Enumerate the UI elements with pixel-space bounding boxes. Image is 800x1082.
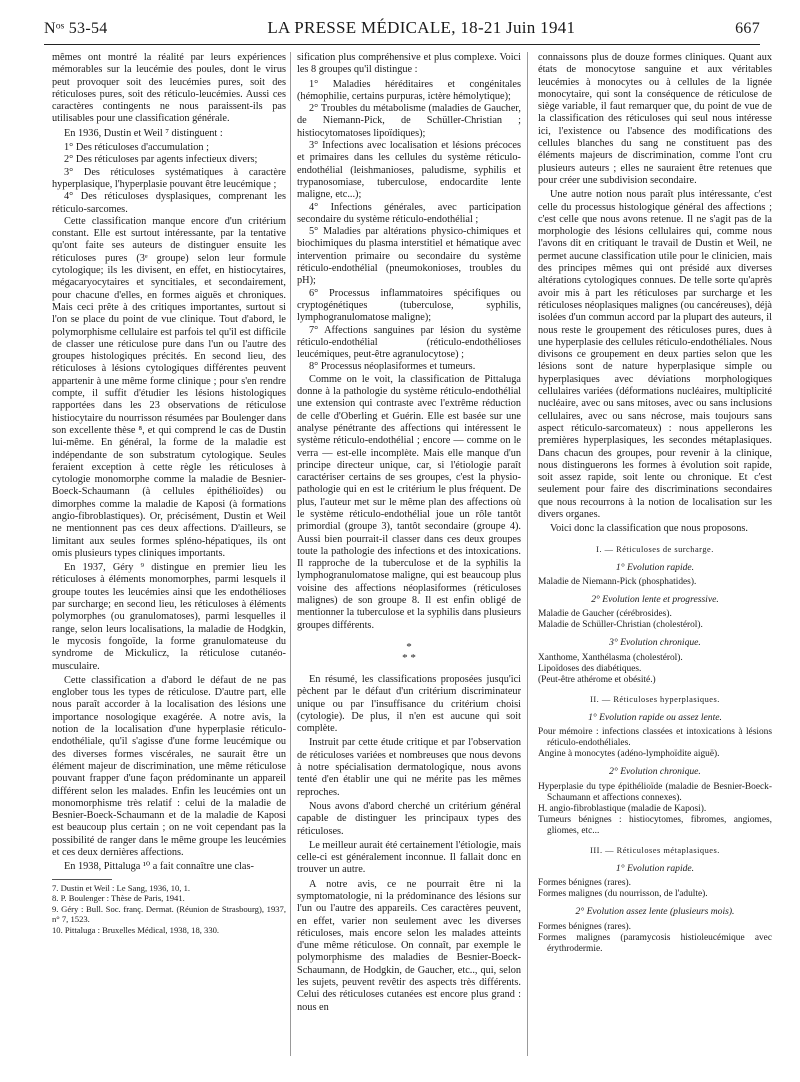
- issue-number: Nᵒˢ 53-54: [44, 20, 108, 37]
- column-middle: [290, 52, 528, 1056]
- paragraph: 4° Infections générales, avec participation secondaire du système réticulo-endothélial ;: [297, 201, 521, 225]
- paragraph: En 1936, Dustin et Weil ⁷ distinguent :: [64, 127, 223, 139]
- classification-table: [538, 544, 772, 955]
- running-header: [44, 18, 760, 42]
- paragraph: En 1938, Pittaluga ¹⁰ a fait connaître une clas-: [64, 861, 254, 873]
- paragraph: 1° Des réticuloses d'accumulation ;: [64, 142, 209, 154]
- paragraph: 3° Infections avec localisation et lésions précoces et primaires dans les cellules du système réticulo-endothélial (leishmanioses, paludisme, syphilis et trypanosomiase, tuberculose, endocardite lente maligne, etc...);: [297, 140, 521, 201]
- classification-entry: Maladie de Gaucher (cérébrosides).: [538, 609, 672, 620]
- evolution-subheading: 1° Evolution rapide.: [615, 862, 695, 874]
- classification-entry: Formes malignes (paramycosis histioleucémique avec érythrodermie.: [538, 932, 772, 954]
- journal-title: LA PRESSE MÉDICALE, 18-21 Juin 1941: [267, 18, 576, 37]
- paragraph: 6° Processus inflammatoires spécifiques ou cryptogénétiques (tuberculose, syphilis, lymphogranulomatose maligne);: [297, 287, 521, 324]
- classification-heading: II. — Réticuloses hyperplasiques.: [590, 694, 720, 704]
- evolution-subheading: 1° Evolution rapide.: [615, 561, 695, 573]
- classification-entry: Xanthome, Xanthélasma (cholestérol).: [538, 652, 683, 663]
- classification-entry: Formes malignes (du nourrisson, de l'adulte).: [538, 889, 708, 900]
- classification-entry: Pour mémoire : infections classées et intoxications à lésions réticulo-endothéliales.: [538, 727, 772, 749]
- evolution-subheading: 3° Evolution chronique.: [609, 637, 701, 649]
- paragraph: 1° Maladies héréditaires et congénitales (hémophilie, certains purpuras, ictère hémolytique);: [297, 78, 521, 102]
- classification-entry: (Peut-être athérome et obésité.): [538, 674, 656, 685]
- classification-entry: Hyperplasie du type épithélioïde (maladie de Besnier-Boeck-Schaumann et affections connexes).: [538, 781, 772, 803]
- paragraph: Le meilleur aurait été certainement l'étiologie, mais celle-ci est généralement inconnue. Il fallait donc en trouver un autre.: [297, 839, 521, 876]
- paragraph: 5° Maladies par altérations physico-chimiques et biochimiques du plasma interstitiel et hématique avec intervention primaire ou secondaire du système réticulo-endothélial (pneumokonioses, troubles du pH);: [297, 226, 521, 287]
- paragraph: 8° Processus néoplasiformes et tumeurs.: [309, 361, 476, 373]
- paragraph: Comme on le voit, la classification de Pittaluga donne à la pathologie du système réticulo-endothélial une extension qui contraste avec l'extrême réduction de celle d'Oberling et Guérin. Elle est basée sur une analyse pénétrante des affections qui intéressent le système réticulo-endothélial ; encore — comme on le verra — est-elle incomplète. Mais elle manque d'un principe directeur unique, car, si l'étiologie paraît caractériser certains de ses groupes, c'est la physio-pathologie qui en est le critérium le plus fréquent. De plus, l'auteur met sur le même plan des affections où le système réticulo-endothélial joue un rôle tantôt primordial (groupe 3), tantôt secondaire (groupe 4). Aussi bien pourrait-il classer dans ces deux groupes toute la pathologie des infections et des intoxications. Il rapproche de la tuberculose et de la syphilis la lymphogranulomatose maligne, qui est beaucoup plus voisine des affections néoplasiformes (réticuloses malignes) de son groupe 8. Il est enfin obligé de mentionner la tuberculose et la syphilis dans plusieurs groupes différents.: [297, 373, 521, 631]
- classification-entry: Formes bénignes (rares).: [538, 878, 631, 889]
- paragraph: Une autre notion nous paraît plus intéressante, c'est celle du processus histologique général des affections ; c'est celle que nous avons retenue. Il ne s'agit pas de la morphologie des lésions cellulaires qui, comme nous l'avons dit en critiquant le travail de Dustin et Weil, ne permet aucune classification utile pour le clinicien, mais des principes mêmes qui ont présidé aux diverses altérations cytologiques connues. De telle sorte qu'après avoir mis à part les réticuloses par surcharge et les réticuloses néoplasiques malignes (ou cancéreuses), déjà isolées d'un commun accord par la plupart des auteurs, il nous reste le groupement des réticuloses pures, dues à une hyperplasie des cellules réticulo-endothéliales. Nous divisons ce groupement en deux parties selon que les lésions sont de nature hyperplasique simple ou hyperplasiques avec déviations morphologiques cellulaires variées (déformations nucléaires, multiplicité nucléaire, avec ou sans mitoses, avec ou sans inclusions cellulaires, avec ou sans nécrose, mais toujours sans aspect réticulo-sarcomateux) : nous appellerons les premières hyperplasiques, les secondes métaplasiques. Dans chacun des groupes, pour revenir à la clinique, nous distinguerons les formes à évolution soit rapide, soit assez rapide, soit lente ou chronique. Et c'est seulement pour faire des discriminations secondaires que nous recourrons à la notion de localisation sur les divers organes.: [538, 189, 772, 520]
- paragraph: Cette classification manque encore d'un critérium constant. Elle est surtout intéressante, par la tentative qu'ont faite ses auteurs de distinguer ensuite les réticuloses pures (3ᵉ groupe) selon leur formule cytologique; ils les divisent, en effet, en histiocytaires, mégacaryocytaires et syncitiales, et secondairement, pour chacune d'elles, en formes aiguës et chroniques. Mais ceci prête à des critiques importantes, surtout si l'on se place du point de vue clinique. Tout d'abord, le polymorphisme cellulaire est parfois tel qu'il est difficile de classer une réticulose pure dans l'un ou l'autre des groupes histologiques précités. En second lieu, des réticuloses à lésions cytologiques différentes peuvent appartenir à une même forme clinique ; pour s'en rendre compte, il suffit d'étudier les lésions histologiques rapportées dans les 23 observations de réticulose histiocytaire du nourrisson résumées par Boulenger dans son excellente thèse ⁸, et qui comprend le cas de Dustin lui-même. En général, la forme de la maladie est indépendante de son substratum cytologique. Seules feraient exception à cette règle les réticuloses à cytologie monomorphe comme la maladie de Besnier-Boeck-Schaumann (à cellules épithélioïdes) ou dimorphes comme la maladie de Kaposi (à formations angio-fibroblastiques). Or, précisément, Dustin et Weil ne mentionnent pas ces deux affections. D'ailleurs, se limitant aux seules formes spléno-hépatiques, ils ont omis plusieurs types cliniques importants.: [52, 215, 286, 559]
- paragraph: En 1937, Géry ⁹ distingue en premier lieu les réticuloses à éléments monomorphes, parmi lesquels il groupe toutes les leucémies ainsi que les endothélioses par surcharge; en second lieu, les réticuloses à éléments polymorphes (ou granulomatoses), parmi lesquelles il range, selon leurs localisations, la maladie de Hodgkin, le mycosis fongoïde, la forme granulomateuse du syndrome de Mickulicz, la réticulose cutanéo-musculaire.: [52, 562, 286, 672]
- paragraph: 2° Troubles du métabolisme (maladies de Gaucher, de Niemann-Pick, de Schüller-Christian ; histiocytomatoses lipoïdiques);: [297, 103, 521, 139]
- paragraph: mêmes ont montré la réalité par leurs expériences mémorables sur la leucémie des poules, dont le virus peut provoquer soit des leucémies pures, soit des réticuloses pures, soit des réticulo-leucémies. Aussi ces caractères contingents ne nous paraissent-ils pas utilisables pour une classification générale.: [52, 52, 286, 125]
- paragraph: Instruit par cette étude critique et par l'observation de réticuloses variées et nombreuses que nous devons à notre spécialisation dermatologique, nous avons tenté d'en établir une qui ne mérite pas les mêmes reproches.: [297, 737, 521, 798]
- classification-entry: H. angio-fibroblastique (maladie de Kaposi).: [538, 803, 707, 814]
- evolution-subheading: 2° Evolution chronique.: [609, 766, 701, 778]
- section-separator-stars: * * *: [402, 640, 416, 664]
- paragraph: sification plus compréhensive et plus complexe. Voici les 8 groupes qu'il distingue :: [297, 52, 521, 76]
- header-rule: [44, 44, 760, 45]
- paragraph: 3° Des réticuloses systématiques à caractère hyperplasique, l'hyperplasie pouvant être leucémique ;: [52, 166, 286, 190]
- footnote: 10. Pittaluga : Bruxelles Médical, 1938, 18, 330.: [52, 924, 220, 935]
- paragraph: Voici donc la classification que nous proposons.: [550, 523, 748, 535]
- paragraph: 7° Affections sanguines par lésion du système réticulo-endothélial (réticulo-endothélioses leucémiques, peut-être agranulocytose) ;: [297, 324, 521, 361]
- footnote: 8. P. Boulenger : Thèse de Paris, 1941.: [52, 893, 185, 904]
- paragraph: 4° Des réticuloses dysplasiques, comprenant les réticulo-sarcomes.: [52, 191, 286, 215]
- evolution-subheading: 2° Evolution assez lente (plusieurs mois).: [575, 906, 735, 918]
- classification-entry: Angine à monocytes (adéno-lymphoïdite aiguë).: [538, 749, 720, 760]
- column-left: [52, 52, 286, 936]
- classification-entry: Maladie de Schüller-Christian (cholestérol).: [538, 620, 703, 631]
- footnote: 9. Géry : Bull. Soc. franç. Dermat. (Réunion de Strasbourg), 1937, n° 7, 1523.: [52, 903, 286, 925]
- paragraph: 2° Des réticuloses par agents infectieux divers;: [64, 154, 258, 166]
- footnote-separator: [52, 879, 112, 880]
- classification-entry: Maladie de Niemann-Pick (phosphatides).: [538, 577, 697, 588]
- classification-heading: I. — Réticuloses de surcharge.: [596, 544, 714, 554]
- paragraph: Nous avons d'abord cherché un critérium général capable de distinguer les principaux types des réticuloses.: [297, 800, 521, 837]
- footnote: 7. Dustin et Weil : Le Sang, 1936, 10, 1.: [52, 882, 191, 893]
- classification-entry: Tumeurs bénignes : histiocytomes, fibromes, angiomes, gliomes, etc...: [538, 814, 772, 836]
- footnotes: [52, 883, 286, 936]
- paragraph: connaissons plus de douze formes cliniques. Quant aux états de monocytose sanguine et aux véritables leucémies à monocytes ou à cellules de la lignée monocytaire, qui sont la conséquence de réticulose de siège variable, il faut remarquer que, du point de vue de la classification des réticuloses qui seul nous intéresse ici, l'existence ou l'absence des modifications des cellules blanches du sang ne constituent pas des éléments majeurs de discrimination, comme l'ont cru plusieurs auteurs ; elles ne sauraient être retenues que pour créer une subdivision secondaire.: [538, 52, 772, 186]
- paragraph: En résumé, les classifications proposées jusqu'ici pèchent par le défaut d'un critérium discriminateur unique ou par l'insuffisance du critérium choisi (cytologie). De plus, il n'en est aucune qui soit complète.: [297, 673, 521, 735]
- page-number: 667: [735, 20, 760, 37]
- paragraph: A notre avis, ce ne pourrait être ni la symptomatologie, ni la prédominance des lésions sur l'un ou l'autre des appareils. Ces caractères peuvent, en effet, varier non seulement avec les diverses réticuloses, mais encore selon les malades atteints d'une même réticulose. On connaît, par exemple le polymorphisme des maladies de Besnier-Boeck-Schaumann, de Hodgkin, de Gaucher, etc.., qui, selon les sujets, peuvent revêtir des aspects très différents. Celui des réticuloses cutanées est encore plus grand : nous en: [297, 878, 521, 1013]
- classification-entry: Lipoïdoses des diabétiques.: [538, 663, 642, 674]
- classification-entry: Formes bénignes (rares).: [538, 921, 631, 932]
- column-right: [538, 52, 772, 955]
- evolution-subheading: 1° Evolution rapide ou assez lente.: [588, 712, 722, 724]
- evolution-subheading: 2° Evolution lente et progressive.: [591, 594, 719, 606]
- classification-heading: III. — Réticuloses métaplasiques.: [590, 845, 720, 855]
- paragraph: Cette classification a d'abord le défaut de ne pas englober tous les types de réticulose. D'autre part, elle nous paraît accorder à la localisation des lésions une importance nosologique exagérée. A notre avis, la notion de la localisation d'une hyperplasie réticulo-endothéliale, qu'il s'agisse d'une forme leucémique ou des diverses formes viscérales, ne saurait être un élément majeur de discrimination, une même réticulose pouvant frapper d'une façon prédominante un appareil différent selon les malades. Enfin les leucémies ont un monomorphisme très relatif : celui de la maladie de Besnier-Boeck-Schaumann et de la maladie de Kaposi est beaucoup plus certain ; on ne voit cependant pas la possibilité de ranger dans le même groupe les leucémies et ces deux dernières affections.: [52, 674, 286, 858]
